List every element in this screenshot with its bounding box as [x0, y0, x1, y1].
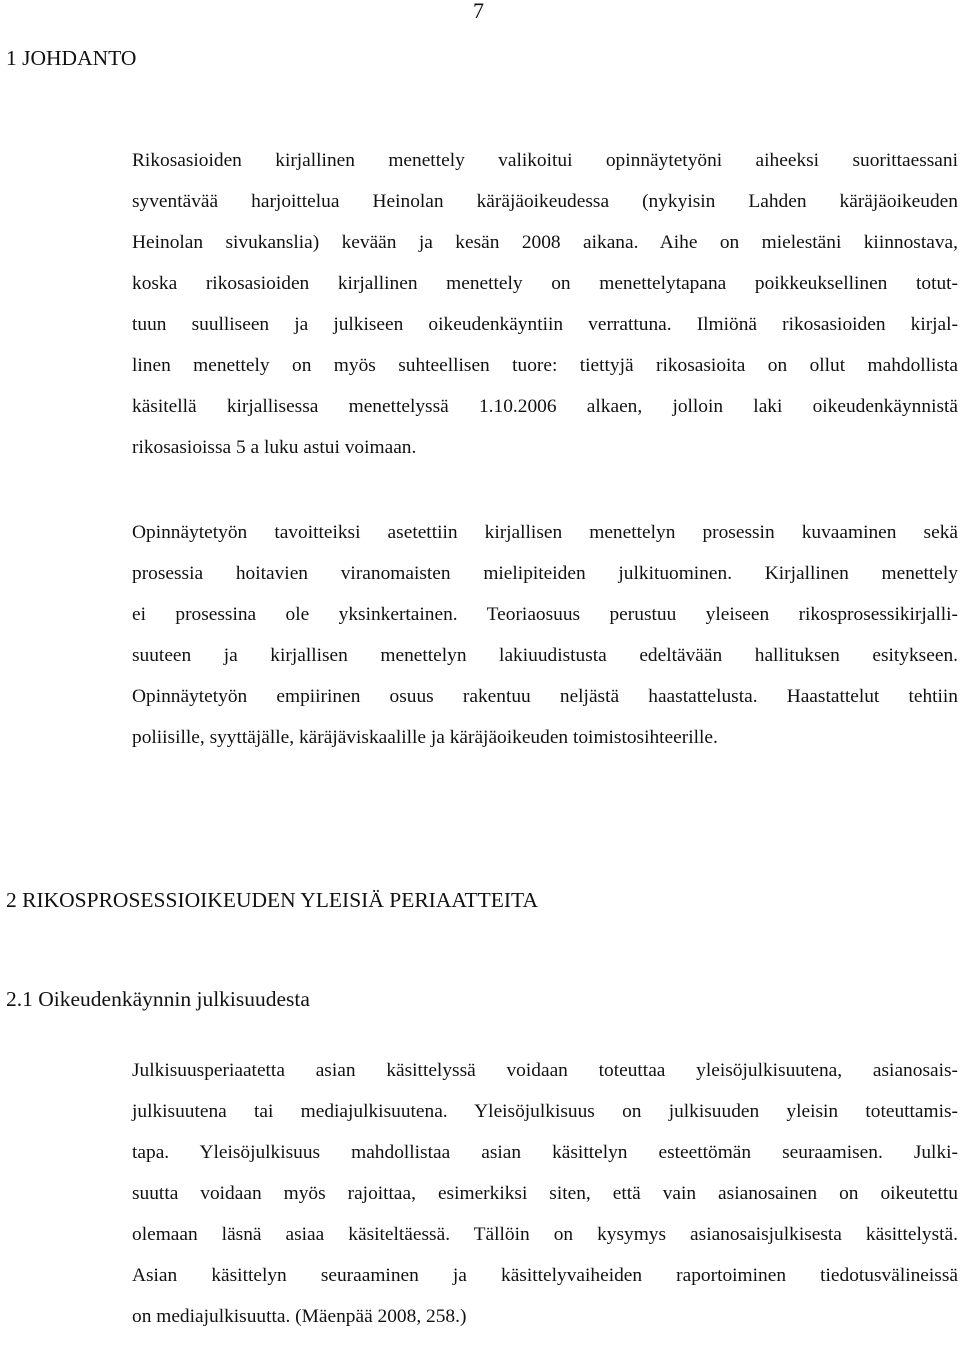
- page-number: 7: [473, 0, 484, 23]
- paragraph-line: on mediajulkisuutta. (Mäenpää 2008, 258.): [132, 1306, 467, 1327]
- heading-oikeudenkaynnin-julkisuus: 2.1 Oikeudenkäynnin julkisuudesta: [6, 987, 310, 1011]
- paragraph-line: prosessia hoitavien viranomaisten mielipiteiden julkituominen. Kirjallinen menettely: [132, 563, 958, 584]
- paragraph-line: Rikosasioiden kirjallinen menettely valikoitui opinnäytetyöni aiheeksi suorittaessani: [132, 150, 958, 171]
- paragraph-line: julkisuutena tai mediajulkisuutena. Yleisöjulkisuus on julkisuuden yleisin toteuttamis-: [132, 1101, 958, 1122]
- paragraph-line: rikosasioissa 5 a luku astui voimaan.: [132, 437, 417, 458]
- paragraph-line: Heinolan sivukanslia) kevään ja kesän 2008 aikana. Aihe on mielestäni kiinnostava,: [132, 232, 958, 253]
- paragraph-line: käsitellä kirjallisessa menettelyssä 1.10.2006 alkaen, jolloin laki oikeudenkäynnistä: [132, 396, 958, 417]
- paragraph-line: suuteen ja kirjallisen menettelyn lakiuudistusta edeltävään hallituksen esitykseen.: [132, 645, 958, 666]
- paragraph-line: linen menettely on myös suhteellisen tuore: tiettyjä rikosasioita on ollut mahdollista: [132, 355, 958, 376]
- paragraph-line: Opinnäytetyön empiirinen osuus rakentuu neljästä haastattelusta. Haastattelut tehtiin: [132, 686, 958, 707]
- paragraph-line: syventävää harjoittelua Heinolan käräjäoikeudessa (nykyisin Lahden käräjäoikeuden: [132, 191, 958, 212]
- paragraph-line: suutta voidaan myös rajoittaa, esimerkiksi siten, että vain asianosainen on oikeutettu: [132, 1183, 958, 1204]
- paragraph-line: ei prosessina ole yksinkertainen. Teoriaosuus perustuu yleiseen rikosprosessikirjalli-: [132, 604, 958, 625]
- paragraph-line: tapa. Yleisöjulkisuus mahdollistaa asian käsittelyn esteettömän seuraamisen. Julki-: [132, 1142, 958, 1163]
- paragraph-line: koska rikosasioiden kirjallinen menettely on menettelytapana poikkeuksellinen totut-: [132, 273, 958, 294]
- paragraph-line: Opinnäytetyön tavoitteiksi asetettiin kirjallisen menettelyn prosessin kuvaaminen sekä: [132, 522, 958, 543]
- heading-rikosprosessioikeus: 2 RIKOSPROSESSIOIKEUDEN YLEISIÄ PERIAATTEITA: [6, 888, 538, 912]
- paragraph-line: olemaan läsnä asiaa käsiteltäessä. Tällöin on kysymys asianosaisjulkisesta käsittelystä.: [132, 1224, 958, 1245]
- heading-johdanto: 1 JOHDANTO: [6, 46, 137, 70]
- paragraph-line: Asian käsittelyn seuraaminen ja käsittelyvaiheiden raportoiminen tiedotusvälineissä: [132, 1265, 958, 1286]
- paragraph-intro-1: [132, 148, 958, 476]
- paragraph-publicity-1: [132, 1058, 958, 1345]
- paragraph-line: Julkisuusperiaatetta asian käsittelyssä voidaan toteuttaa yleisöjulkisuutena, asianosais-: [132, 1060, 958, 1081]
- paragraph-line: tuun suulliseen ja julkiseen oikeudenkäyntiin verrattuna. Ilmiönä rikosasioiden kirjal-: [132, 314, 958, 335]
- paragraph-line: poliisille, syyttäjälle, käräjäviskaalille ja käräjäoikeuden toimistosihteerille.: [132, 727, 718, 748]
- paragraph-intro-2: [132, 520, 958, 766]
